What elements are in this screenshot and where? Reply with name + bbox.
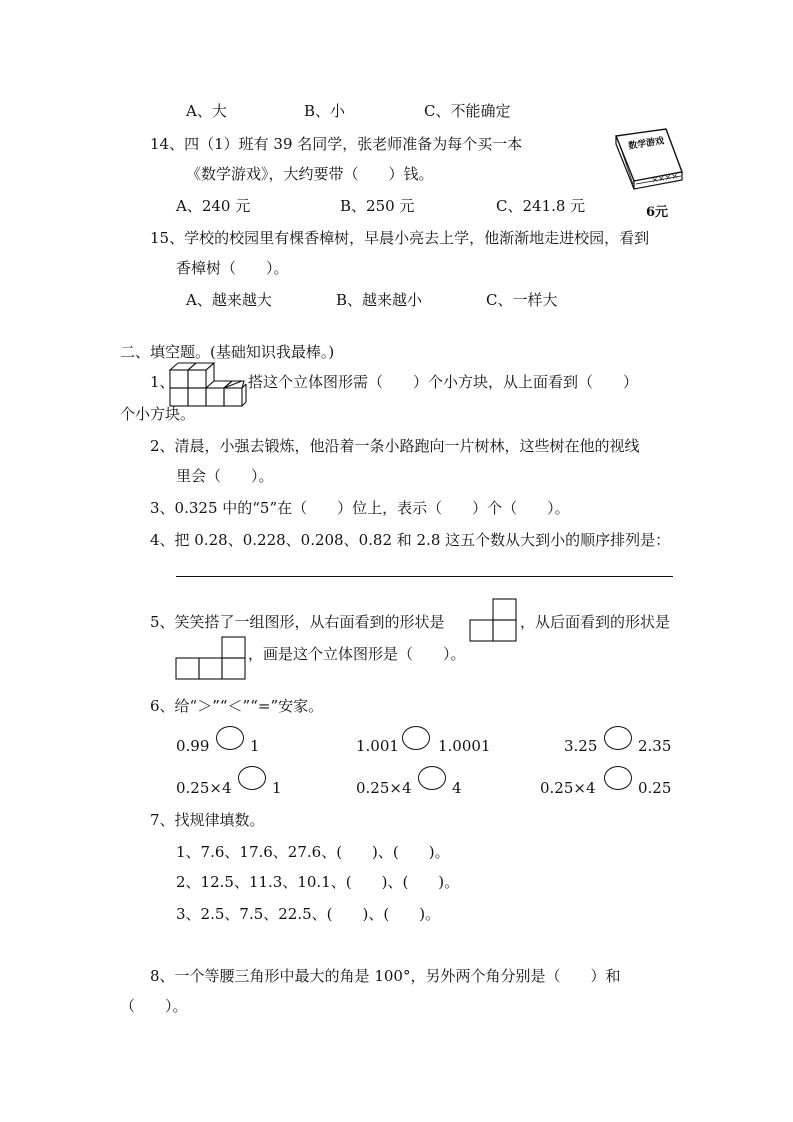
compare-circle[interactable] <box>216 726 244 750</box>
q13-option-a: A、大 <box>186 102 227 120</box>
cmp-r2-c2-right: 4 <box>452 779 462 797</box>
f5-line1: 5、笑笑搭了一组图形，从右面看到的形状是 <box>150 613 445 631</box>
compare-circle[interactable] <box>604 766 632 790</box>
f6-line1: 6、给“＞”“＜”“=”安家。 <box>150 697 324 715</box>
q14-stem-line2: 《数学游戏》，大约要带（ ）钱。 <box>186 165 434 183</box>
f1-text: 搭这个立体图形需（ ）个小方块，从上面看到（ ） <box>248 373 639 391</box>
cmp-r1-c2-left: 1.001 <box>356 737 399 755</box>
compare-circle[interactable] <box>604 726 632 750</box>
q15-option-c: C、一样大 <box>486 291 558 309</box>
cmp-r2-c2-left: 0.25×4 <box>356 779 412 797</box>
f7-line1: 7、找规律填数。 <box>150 811 265 829</box>
book-price: 6元 <box>646 205 669 220</box>
compare-circle[interactable] <box>418 766 446 790</box>
f8-line2: （ ）。 <box>120 997 188 1015</box>
cmp-r1-c1-left: 0.99 <box>176 737 210 755</box>
cmp-r1-c3-left: 3.25 <box>564 737 598 755</box>
q14-option-a: A、240 元 <box>176 197 251 215</box>
q14-option-b: B、250 元 <box>340 197 415 215</box>
q15-stem-line1: 15、学校的校园里有棵香樟树，早晨小亮去上学，他渐渐地走进校园，看到 <box>150 229 650 247</box>
f7-seq1: 1、7.6、17.6、27.6、( )、( )。 <box>176 843 450 861</box>
cmp-r2-c1-left: 0.25×4 <box>176 779 232 797</box>
section-title: 二、填空题。(基础知识我最棒。) <box>120 343 335 361</box>
q13-option-b: B、小 <box>304 102 346 120</box>
compare-circle[interactable] <box>402 726 430 750</box>
right-view-shape <box>468 598 518 642</box>
answer-line <box>176 576 673 577</box>
cmp-r1-c2-right: 1.0001 <box>438 737 491 755</box>
q14-stem-line1: 14、四（1）班有 39 名同学，张老师准备为每个买一本 <box>150 135 523 153</box>
q15-stem-line2: 香樟树（ ）。 <box>176 259 289 277</box>
cmp-r1-c3-right: 2.35 <box>638 737 672 755</box>
cmp-r1-c1-right: 1 <box>250 737 260 755</box>
f2-line1: 2、清晨，小强去锻炼，他沿着一条小路跑向一片树林，这些树在他的视线 <box>150 437 640 455</box>
f5-line2: ，画是这个立体图形是（ ）。 <box>248 645 466 663</box>
q15-option-a: A、越来越大 <box>186 291 272 309</box>
f1-continuation: 个小方块。 <box>120 405 196 423</box>
f1-number: 1、 <box>150 373 175 391</box>
cmp-r2-c1-right: 1 <box>272 779 282 797</box>
f2-line2: 里会（ ）。 <box>176 467 274 485</box>
f7-seq2: 2、12.5、11.3、10.1、( )、( )。 <box>176 873 460 891</box>
f5-line1b: ，从后面看到的形状是 <box>520 613 671 631</box>
book-marks: ×××× <box>650 171 679 185</box>
q14-option-c: C、241.8 元 <box>496 197 586 215</box>
q13-option-c: C、不能确定 <box>424 102 511 120</box>
cube-stack-figure <box>168 362 248 410</box>
f7-seq3: 3、2.5、7.5、22.5、( )、( )。 <box>176 905 441 923</box>
f3-line1: 3、0.325 中的“5”在（ ）位上，表示（ ）个（ ）。 <box>150 499 570 517</box>
f8-line1: 8、一个等腰三角形中最大的角是 100°，另外两个角分别是（ ）和 <box>150 967 621 985</box>
q15-option-b: B、越来越小 <box>336 291 423 309</box>
cmp-r2-c3-left: 0.25×4 <box>540 779 596 797</box>
book-title: 数学游戏 <box>627 136 665 152</box>
back-view-shape <box>174 636 248 680</box>
f4-line1: 4、把 0.28、0.228、0.208、0.82 和 2.8 这五个数从大到小的顺序排列是： <box>150 531 671 549</box>
compare-circle[interactable] <box>238 766 266 790</box>
cmp-r2-c3-right: 0.25 <box>638 779 672 797</box>
